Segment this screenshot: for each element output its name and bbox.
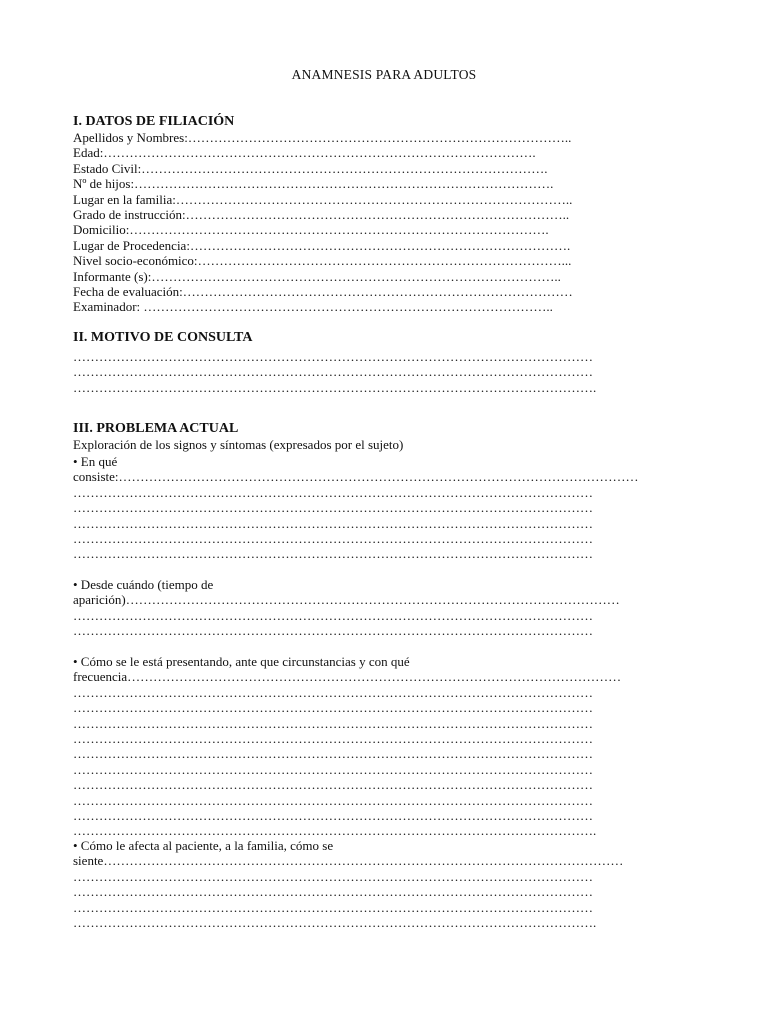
field-label: Domicilio: — [73, 222, 130, 238]
answer-line: ………………………………………………………………………………………………………… — [73, 730, 593, 746]
question-como-se-presenta — [73, 654, 693, 839]
answer-line: ………………………………………………………………………………………………………… — [73, 899, 593, 915]
answer-line: …………………………………………………………………………………………………………. — [73, 379, 597, 395]
fields-list — [73, 130, 693, 315]
field-label: Estado Civil: — [73, 160, 142, 176]
field-label: Informante (s): — [73, 268, 152, 284]
field-row — [73, 284, 693, 299]
field-label: Grado de instrucción: — [73, 206, 186, 222]
answer-line: ………………………………………………………………………………………………………… — [73, 715, 593, 731]
answer-lines — [73, 349, 693, 395]
answer-line: ………………………………………………………………………………………………………… — [73, 530, 593, 546]
answer-line: ………………………………………………………………………………………………………… — [73, 515, 593, 531]
field-dots: ……………………………………………………………………………. — [189, 237, 571, 253]
field-label: Examinador: — [73, 299, 141, 315]
field-row — [73, 253, 693, 268]
field-dots: …………………………………………………………………………….. — [185, 206, 570, 222]
answer-dots: ………………………………………………………………………………………………………… — [118, 469, 639, 485]
field-label: Edad: — [73, 145, 104, 161]
answer-dots: ………………………………………………………………………………………………………… — [103, 853, 624, 869]
field-row — [73, 130, 693, 145]
section-heading: II. MOTIVO DE CONSULTA — [73, 330, 253, 345]
answer-dots: …………………………………………………………………………………………………… — [125, 592, 620, 608]
question-continuation: frecuencia — [73, 669, 128, 685]
document-title: ANAMNESIS PARA ADULTOS — [291, 67, 477, 82]
field-label: Lugar de Procedencia: — [73, 237, 190, 253]
field-dots: ……………………………………………………………………………… — [182, 283, 573, 299]
answer-line: ………………………………………………………………………………………………………… — [73, 364, 593, 380]
answer-line — [73, 469, 691, 484]
question-prompt: • Cómo se le está presentando, ante que circunstancias y con qué — [73, 654, 410, 669]
answer-line: ………………………………………………………………………………………………………… — [73, 684, 593, 700]
field-row — [73, 299, 693, 314]
answer-line: ………………………………………………………………………………………………………… — [73, 546, 593, 562]
answer-line: ………………………………………………………………………………………………………… — [73, 607, 593, 623]
field-row — [73, 192, 693, 207]
question-desde-cuando — [73, 577, 693, 639]
field-row — [73, 238, 693, 253]
section-heading: I. DATOS DE FILIACIÓN — [73, 114, 235, 129]
answer-line: …………………………………………………………………………………………………………. — [73, 823, 597, 839]
field-dots: ………………………………………………………………………………….. — [151, 268, 561, 284]
field-label: Lugar en la familia: — [73, 191, 176, 207]
question-continuation: consiste: — [73, 469, 119, 485]
field-label: Nº de hijos: — [73, 176, 135, 192]
answer-line: ………………………………………………………………………………………………………… — [73, 792, 593, 808]
field-dots: ……………………………………………………………………………………. — [129, 222, 549, 238]
answer-line: …………………………………………………………………………………………………………. — [73, 914, 597, 930]
question-prompt: • En qué — [73, 454, 118, 469]
field-label: Apellidos y Nombres: — [73, 130, 188, 145]
question-prompt: • Cómo le afecta al paciente, a la familia, cómo se — [73, 838, 334, 853]
field-row — [73, 207, 693, 222]
question-continuation: siente — [73, 853, 104, 869]
field-dots: …………………………………………………………………………….. — [187, 130, 572, 145]
field-dots: ………………………………………………………………………………….. — [140, 299, 553, 315]
answer-line: ………………………………………………………………………………………………………… — [73, 700, 593, 716]
field-dots: ………………………………………………………………………………………. — [103, 145, 536, 161]
answer-line: ………………………………………………………………………………………………………… — [73, 868, 593, 884]
answer-line: ………………………………………………………………………………………………………… — [73, 884, 593, 900]
section-subtitle: Exploración de los signos y síntomas (expresados por el sujeto) — [73, 437, 404, 452]
field-label: Fecha de evaluación: — [73, 283, 183, 299]
section-motivo-consulta — [73, 330, 693, 395]
answer-line: ………………………………………………………………………………………………………… — [73, 807, 593, 823]
field-row — [73, 176, 693, 191]
field-dots: …………………………………………………………………………………. — [141, 160, 548, 176]
section-heading: III. PROBLEMA ACTUAL — [73, 421, 239, 436]
section-problema-actual — [73, 421, 693, 452]
answer-line — [73, 669, 691, 684]
field-row — [73, 269, 693, 284]
question-como-le-afecta — [73, 838, 693, 930]
field-row — [73, 222, 693, 237]
answer-line: ………………………………………………………………………………………………………… — [73, 777, 593, 793]
answer-line: ………………………………………………………………………………………………………… — [73, 746, 593, 762]
field-row — [73, 145, 693, 160]
question-en-que-consiste — [73, 454, 693, 562]
field-dots: …………………………………………………………………………... — [197, 253, 572, 269]
answer-line — [73, 592, 691, 607]
field-row — [73, 161, 693, 176]
question-prompt: • Desde cuándo (tiempo de — [73, 577, 214, 592]
answer-line: ………………………………………………………………………………………………………… — [73, 500, 593, 516]
question-continuation: aparición) — [73, 592, 126, 608]
answer-line: ………………………………………………………………………………………………………… — [73, 349, 593, 364]
section-datos-filiacion — [73, 114, 693, 315]
field-label: Nivel socio-económico: — [73, 253, 198, 269]
answer-line: ………………………………………………………………………………………………………… — [73, 761, 593, 777]
answer-line: ………………………………………………………………………………………………………… — [73, 484, 593, 500]
field-dots: ……………………………………………………………………………….. — [175, 191, 573, 207]
field-dots: ……………………………………………………………………………………. — [134, 176, 554, 192]
answer-line: ………………………………………………………………………………………………………… — [73, 623, 593, 639]
answer-line — [73, 853, 691, 868]
answer-dots: …………………………………………………………………………………………………… — [127, 669, 622, 685]
